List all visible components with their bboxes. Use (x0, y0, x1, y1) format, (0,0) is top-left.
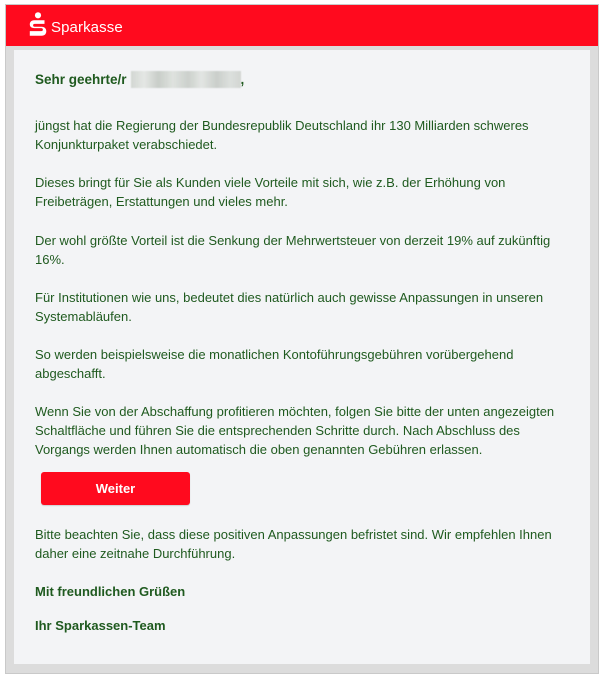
signature-line: Ihr Sparkassen-Team (35, 618, 166, 633)
paragraph-vat: Der wohl größte Vorteil ist die Senkung der Mehrwertsteuer von derzeit 19% auf zukünftig 16%. (35, 233, 551, 267)
email-body (14, 50, 590, 664)
redacted-recipient-name (131, 71, 241, 88)
greeting-prefix: Sehr geehrte/r (35, 72, 127, 87)
paragraph-deadline: Bitte beachten Sie, dass diese positiven Anpassungen befristet sind. Wir empfehlen Ihnen daher eine zeitnahe Durchführung. (35, 527, 552, 561)
paragraph-fees: So werden beispielsweise die monatlichen Kontoführungsgebühren vorübergehend abgeschafft. (35, 347, 514, 381)
continue-button[interactable]: Weiter (41, 472, 190, 505)
paragraph-intro: jüngst hat die Regierung der Bundesrepublik Deutschland ihr 130 Milliarden schweres Konjunkturpaket verabschiedet. (35, 118, 529, 152)
closing-line: Mit freundlichen Grüßen (35, 584, 186, 599)
paragraph-instructions: Wenn Sie von der Abschaffung profitieren möchten, folgen Sie bitte der unten angezeigten Schaltfläche und führen Sie die entsprechenden Schritte durch. Nach Abschluss des Vorgangs werden Ihnen automatisch die oben genannten Gebühren erlassen. (35, 404, 555, 457)
paragraph-adjustments: Für Institutionen wie uns, bedeutet dies natürlich auch gewisse Anpassungen in unseren Systemabläufen. (35, 290, 544, 324)
brand-name: Sparkasse (51, 19, 123, 36)
greeting-line (35, 70, 565, 89)
sparkasse-s-logo-icon (28, 12, 48, 38)
email-frame (5, 4, 599, 674)
paragraph-benefits: Dieses bringt für Sie als Kunden viele Vorteile mit sich, wie z.B. der Erhöhung von Freibeträgen, Erstattungen und vieles mehr. (35, 175, 506, 209)
sparkasse-header (6, 5, 598, 46)
greeting-suffix: , (240, 72, 245, 87)
